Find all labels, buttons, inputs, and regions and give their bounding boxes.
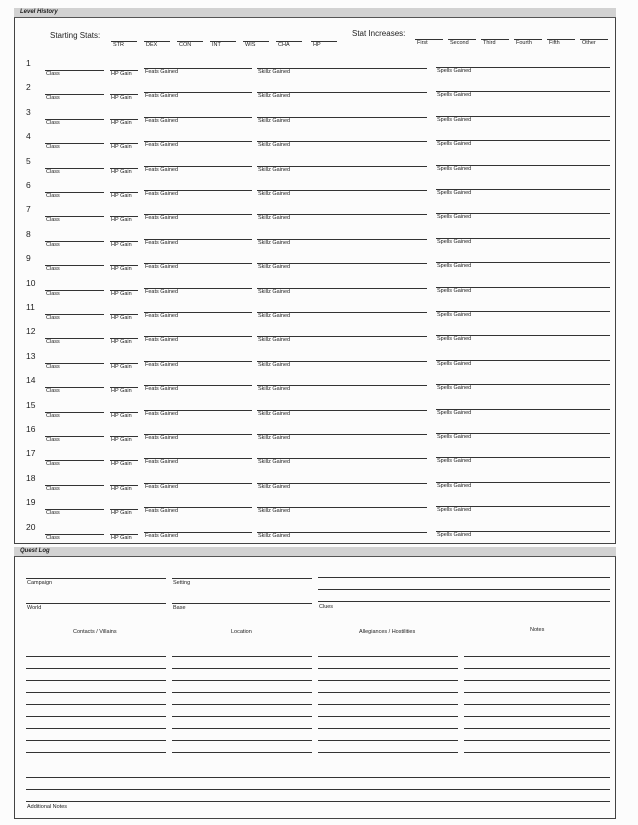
stat-increases-label: Stat Increases: [352, 29, 406, 38]
level-row [14, 204, 616, 233]
stat-label-con: CON [179, 42, 192, 48]
skills-gained-label: Skillz Gained [258, 337, 291, 344]
clues-line[interactable] [318, 577, 610, 578]
hp-gain-label: HP Gain [111, 266, 132, 273]
level-number: 5 [26, 155, 31, 166]
level-row [14, 472, 616, 502]
feats-gained-label: Feats Gained [145, 93, 179, 100]
class-label: Class [46, 437, 60, 443]
spells-gained-label: Spells Gained [437, 434, 472, 440]
increase-label-fifth: Fifth [549, 40, 560, 46]
level-row [14, 58, 616, 87]
contacts-villains-line[interactable] [26, 728, 166, 729]
feats-gained-label: Feats Gained [145, 483, 179, 490]
level-number: 1 [26, 58, 31, 68]
notes-line[interactable] [464, 740, 610, 741]
location-line[interactable] [172, 704, 312, 705]
feats-gained-label: Feats Gained [145, 166, 179, 173]
hp-gain-label: HP Gain [111, 119, 132, 126]
spells-gained-label: Spells Gained [437, 409, 472, 416]
spells-gained-label: Spells Gained [437, 312, 472, 318]
feats-gained-label: Feats Gained [145, 69, 179, 75]
base-field[interactable] [172, 603, 312, 604]
level-row [14, 375, 616, 404]
skills-gained-label: Skillz Gained [258, 508, 291, 515]
skills-gained-label: Skillz Gained [258, 288, 291, 295]
increase-label-first: First [417, 40, 428, 46]
level-number: 9 [26, 253, 31, 264]
location-line[interactable] [172, 728, 312, 729]
feats-gained-label: Feats Gained [145, 191, 179, 197]
quest-log-header [14, 547, 616, 557]
location-line[interactable] [172, 668, 312, 669]
spells-gained-label: Spells Gained [437, 263, 472, 270]
location-line[interactable] [172, 656, 312, 657]
contacts-villains-line[interactable] [26, 716, 166, 717]
level-row [14, 350, 616, 380]
stat-label-cha: CHA [278, 42, 290, 48]
hp-gain-label: HP Gain [111, 144, 132, 151]
allegiances-hostilities-line[interactable] [318, 692, 458, 693]
contacts-villains-line[interactable] [26, 752, 166, 753]
contacts-villains-line[interactable] [26, 704, 166, 705]
contacts-villains-line[interactable] [26, 656, 166, 657]
class-label: Class [46, 388, 60, 395]
level-number: 20 [26, 521, 36, 532]
increase-label-other: Other [582, 40, 596, 46]
level-row [14, 131, 616, 160]
level-number: 11 [26, 302, 35, 312]
level-row [14, 399, 616, 429]
hp-gain-label: HP Gain [111, 241, 132, 248]
hp-gain-label: HP Gain [111, 217, 132, 224]
feats-gained-label: Feats Gained [145, 142, 179, 149]
skills-gained-label: Skillz Gained [258, 215, 291, 222]
contacts-villains-line[interactable] [26, 692, 166, 693]
allegiances-hostilities-line[interactable] [318, 656, 458, 657]
spells-gained-label: Spells Gained [437, 116, 472, 123]
feats-gained-label: Feats Gained [145, 337, 179, 344]
class-label: Class [46, 119, 60, 126]
hp-gain-label: HP Gain [111, 315, 132, 321]
location-line[interactable] [172, 692, 312, 693]
spells-gained-label: Spells Gained [437, 507, 472, 514]
class-label: Class [46, 339, 60, 346]
skills-gained-label: Skillz Gained [258, 435, 291, 441]
hp-gain-label: HP Gain [111, 363, 132, 370]
level-number: 19 [26, 497, 36, 508]
feats-gained-label: Feats Gained [145, 435, 179, 441]
skills-gained-label: Skillz Gained [258, 239, 291, 246]
stat-label-dex: DEX [146, 42, 158, 48]
contacts-villains-line[interactable] [26, 668, 166, 669]
notes-line[interactable] [464, 752, 610, 753]
level-number: 16 [26, 424, 36, 434]
feats-gained-label: Feats Gained [145, 117, 179, 124]
starting-stats-label: Starting Stats: [50, 31, 101, 40]
class-label: Class [46, 290, 60, 297]
additional-notes-line[interactable] [26, 789, 610, 790]
hp-gain-label: HP Gain [111, 71, 132, 77]
clues-line[interactable] [318, 589, 610, 590]
level-row [14, 155, 616, 185]
contacts-villains-line[interactable] [26, 740, 166, 741]
location-header: Location [231, 629, 252, 635]
location-line[interactable] [172, 740, 312, 741]
level-row [14, 106, 616, 136]
level-number: 10 [26, 277, 36, 288]
spells-gained-label: Spells Gained [437, 360, 472, 367]
stat-label-int: INT [212, 42, 221, 48]
hp-gain-label: HP Gain [111, 168, 132, 175]
increase-label-second: Second [450, 40, 469, 46]
level-row [14, 277, 616, 307]
allegiances-hostilities-line[interactable] [318, 752, 458, 753]
spells-gained-label: Spells Gained [437, 531, 472, 538]
spells-gained-label: Spells Gained [437, 238, 472, 245]
skills-gained-label: Skillz Gained [258, 483, 291, 490]
skills-gained-label: Skillz Gained [258, 69, 291, 75]
allegiances-hostilities-line[interactable] [318, 728, 458, 729]
allegiances-hostilities-line[interactable] [318, 680, 458, 681]
class-label: Class [46, 485, 60, 492]
character-sheet [14, 4, 616, 822]
hp-gain-label: HP Gain [111, 290, 132, 297]
setting-label: Setting [173, 580, 191, 586]
skills-gained-label: Skillz Gained [258, 191, 291, 197]
feats-gained-label: Feats Gained [145, 288, 179, 295]
class-label: Class [46, 144, 60, 151]
class-label: Class [46, 510, 60, 517]
notes-line[interactable] [464, 668, 610, 669]
increase-label-third: Third [483, 40, 496, 46]
campaign-label: Campaign [27, 580, 53, 586]
feats-gained-label: Feats Gained [145, 508, 179, 515]
stat-label-str: STR [113, 42, 124, 48]
location-line[interactable] [172, 680, 312, 681]
skills-gained-label: Skillz Gained [258, 532, 291, 539]
feats-gained-label: Feats Gained [145, 459, 179, 466]
spells-gained-label: Spells Gained [437, 458, 472, 465]
spells-gained-label: Spells Gained [437, 190, 472, 196]
increase-label-fourth: Fourth [516, 40, 532, 46]
level-number: 7 [26, 204, 31, 215]
stat-label-wis: WIS [245, 42, 256, 48]
location-line[interactable] [172, 716, 312, 717]
feats-gained-label: Feats Gained [145, 386, 179, 393]
spells-gained-label: Spells Gained [437, 385, 472, 392]
level-row [14, 424, 616, 453]
skills-gained-label: Skillz Gained [258, 264, 291, 271]
feats-gained-label: Feats Gained [145, 313, 179, 319]
notes-line[interactable] [464, 692, 610, 693]
hp-gain-label: HP Gain [111, 95, 132, 102]
hp-gain-label: HP Gain [111, 437, 132, 443]
class-label: Class [46, 315, 60, 321]
level-number: 2 [26, 82, 31, 93]
hp-gain-label: HP Gain [111, 412, 132, 419]
notes-line[interactable] [464, 728, 610, 729]
hp-gain-label: HP Gain [111, 485, 132, 492]
notes-line[interactable] [464, 680, 610, 681]
level-row [14, 497, 616, 526]
contacts-villains-line[interactable] [26, 680, 166, 681]
skills-gained-label: Skillz Gained [258, 459, 291, 466]
class-label: Class [46, 461, 60, 468]
feats-gained-label: Feats Gained [145, 239, 179, 246]
spells-gained-label: Spells Gained [437, 482, 472, 489]
additional-notes-line[interactable] [26, 777, 610, 778]
skills-gained-label: Skillz Gained [258, 386, 291, 393]
class-label: Class [46, 241, 60, 248]
skills-gained-label: Skillz Gained [258, 93, 291, 100]
allegiances-hostilities-header: Allegiances / Hostilities [359, 629, 416, 635]
level-row [14, 180, 616, 209]
class-label: Class [46, 168, 60, 175]
quest-log-title: Quest Log [20, 548, 50, 554]
level-history-header [14, 8, 616, 18]
allegiances-hostilities-line[interactable] [318, 740, 458, 741]
hp-gain-label: HP Gain [111, 388, 132, 395]
level-number: 14 [26, 375, 36, 386]
level-number: 13 [26, 350, 36, 361]
hp-gain-label: HP Gain [111, 534, 132, 541]
skills-gained-label: Skillz Gained [258, 410, 291, 417]
skills-gained-label: Skillz Gained [258, 361, 291, 368]
level-number: 6 [26, 180, 31, 190]
spells-gained-label: Spells Gained [437, 214, 472, 221]
feats-gained-label: Feats Gained [145, 264, 179, 271]
spells-gained-label: Spells Gained [437, 141, 472, 148]
class-label: Class [46, 217, 60, 224]
class-label: Class [46, 266, 60, 273]
level-row [14, 302, 616, 331]
contacts-villains-header: Contacts / Villains [73, 629, 117, 635]
base-label: Base [173, 605, 186, 611]
additional-notes-line[interactable] [26, 801, 610, 802]
hp-gain-label: HP Gain [111, 461, 132, 468]
class-label: Class [46, 363, 60, 370]
spells-gained-label: Spells Gained [437, 165, 472, 172]
hp-gain-label: HP Gain [111, 339, 132, 346]
hp-gain-label: HP Gain [111, 193, 132, 199]
clues-label: Clues [319, 604, 334, 610]
level-row [14, 82, 616, 111]
stat-label-hp: HP [313, 42, 321, 48]
world-label: World [27, 605, 42, 611]
spells-gained-label: Spells Gained [437, 287, 472, 294]
feats-gained-label: Feats Gained [145, 532, 179, 539]
class-label: Class [46, 412, 60, 419]
skills-gained-label: Skillz Gained [258, 142, 291, 149]
feats-gained-label: Feats Gained [145, 410, 179, 417]
allegiances-hostilities-line[interactable] [318, 716, 458, 717]
level-number: 8 [26, 228, 31, 239]
skills-gained-label: Skillz Gained [258, 117, 291, 124]
level-row [14, 228, 616, 258]
level-history-title: Level History [20, 9, 58, 15]
skills-gained-label: Skillz Gained [258, 313, 291, 319]
class-label: Class [46, 193, 60, 199]
spells-gained-label: Spells Gained [437, 336, 472, 343]
level-number: 17 [26, 448, 36, 459]
notes-header: Notes [530, 627, 545, 633]
clues-line[interactable] [318, 601, 610, 602]
level-number: 15 [26, 399, 36, 410]
level-row [14, 326, 616, 355]
world-field[interactable] [26, 603, 166, 604]
feats-gained-label: Feats Gained [145, 215, 179, 222]
level-row [14, 253, 616, 282]
level-number: 12 [26, 326, 36, 337]
allegiances-hostilities-line[interactable] [318, 704, 458, 705]
class-label: Class [46, 95, 60, 102]
location-line[interactable] [172, 752, 312, 753]
additional-notes-label: Additional Notes [27, 804, 68, 810]
quest-log-section [14, 547, 616, 819]
notes-line[interactable] [464, 656, 610, 657]
level-number: 18 [26, 472, 36, 483]
spells-gained-label: Spells Gained [437, 92, 472, 99]
setting-field[interactable] [172, 578, 312, 579]
level-row [14, 448, 616, 477]
notes-line[interactable] [464, 704, 610, 705]
skills-gained-label: Skillz Gained [258, 166, 291, 173]
campaign-field[interactable] [26, 578, 166, 579]
level-number: 4 [26, 131, 31, 142]
class-label: Class [46, 71, 60, 77]
spells-gained-label: Spells Gained [437, 68, 472, 74]
class-label: Class [46, 534, 60, 541]
hp-gain-label: HP Gain [111, 510, 132, 517]
notes-line[interactable] [464, 716, 610, 717]
feats-gained-label: Feats Gained [145, 361, 179, 368]
allegiances-hostilities-line[interactable] [318, 668, 458, 669]
level-number: 3 [26, 106, 31, 117]
